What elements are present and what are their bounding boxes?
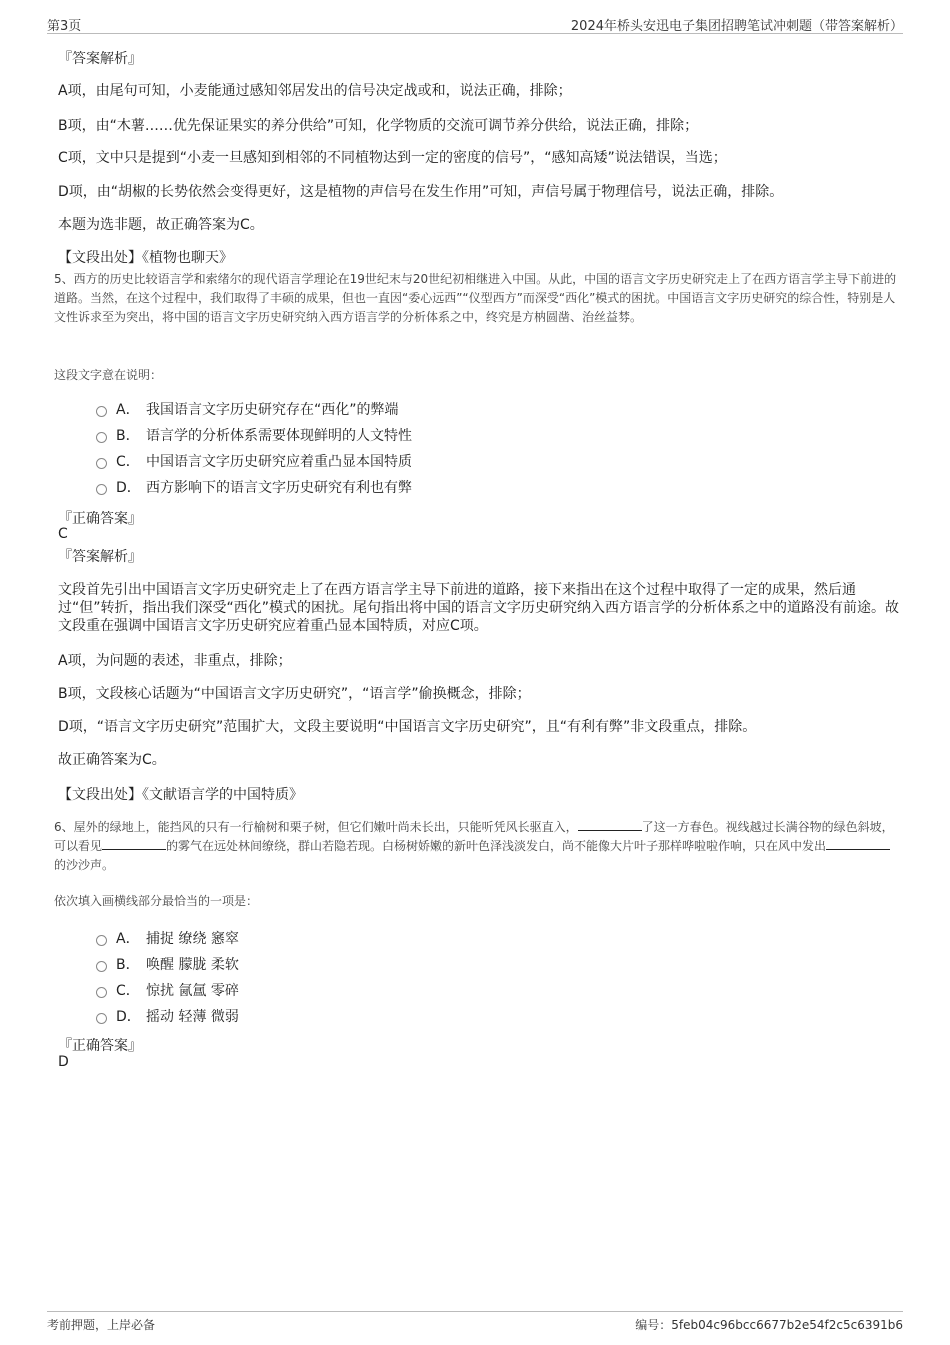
page-number: 第3页 [47,19,82,34]
q5-analysis-label: 『答案解析』 [58,549,142,565]
q6-option-a[interactable]: A． 捕捉 缭绕 窸窣 [96,925,239,951]
q5-correct-label: 『正确答案』 [58,511,142,527]
radio-icon[interactable] [96,1013,107,1024]
q5-options [96,396,412,500]
q6-stem: 6、屋外的绿地上，能挡风的只有一行榆树和栗子树，但它们嫩叶尚未长出，只能听凭风长驱直入， 了这一方春色。视线越过长满谷物的绿色斜坡，可以看见 的雾气在远处林间缭绕，群山若隐若现。白杨树娇嫩的新叶色泽浅淡发白，尚不能像大片叶子那样哗啦啦作响，只在风中发出的沙沙声。 [54,820,894,872]
q5-option-c[interactable]: C． 中国语言文字历史研究应着重凸显本国特质 [96,448,412,474]
q4-analysis-label: 『答案解析』 [58,51,142,67]
radio-icon[interactable] [96,935,107,946]
footer-slogan: 考前押题，上岸必备 [47,1318,156,1332]
radio-icon[interactable] [96,432,107,443]
page-footer [47,1311,903,1336]
document-title: 2024年桥头安迅电子集团招聘笔试冲刺题（带答案解析） [570,19,903,34]
fill-blank-1 [578,818,642,831]
q4-analysis-line-b: B项，由“木薯……优先保证果实的养分供给”可知，化学物质的交流可调节养分供给，说法正确，排除； [58,118,699,134]
q4-analysis-line-c: C项，文中只是提到“小麦一旦感知到相邻的不同植物达到一定的密度的信号”，“感知高矮”说法错误，当选； [58,150,727,166]
page-header [47,13,903,34]
q5-option-b[interactable]: B． 语言学的分析体系需要体现鲜明的人文特性 [96,422,412,448]
q5-correct-answer: C [58,526,68,542]
q6-prompt: 依次填入画横线部分最恰当的一项是： [54,894,259,908]
q5-analysis-line-d: D项，“语言文字历史研究”范围扩大，文段主要说明“中国语言文字历史研究”，且“有利有弊”非文段重点，排除。 [58,719,757,735]
fill-blank-2 [102,837,166,850]
q6-options [96,925,239,1029]
q4-analysis-line-a: A项，由尾句可知，小麦能通过感知邻居发出的信号决定战或和，说法正确，排除； [58,83,572,99]
q6-correct-label: 『正确答案』 [58,1038,142,1054]
q5-conclusion: 故正确答案为C。 [58,752,166,768]
q5-option-d[interactable]: D． 西方影响下的语言文字历史研究有利也有弊 [96,474,412,500]
q5-option-a[interactable]: A． 我国语言文字历史研究存在“西化”的弊端 [96,396,412,422]
q4-source: 【文段出处】《植物也聊天》 [58,250,233,266]
q6-option-c[interactable]: C． 惊扰 氤氲 零碎 [96,977,239,1003]
q5-analysis-line-a: A项，为问题的表述，非重点，排除； [58,653,292,669]
radio-icon[interactable] [96,458,107,469]
q4-conclusion: 本题为选非题，故正确答案为C。 [58,217,264,233]
document-id: 编号：5feb04c96bcc6677b2e54f2c5c6391b6 [635,1318,903,1332]
q5-stem: 5、西方的历史比较语言学和索绪尔的现代语言学理论在19世纪末与20世纪初相继进入中国。从此，中国的语言文字历史研究走上了在西方语言学主导下前进的道路。当然，在这个过程中，我们取得了丰硕的成果，但也一直因“委心远西”“仪型西方”而深受“西化”模式的困扰。中国语言文字历史研究的综合性，特别是人文性诉求至为突出，将中国的语言文字历史研究纳入西方语言学的分析体系之中，终究是方枘圆凿、治丝益棼。 [54,272,897,324]
fill-blank-3 [826,837,890,850]
radio-icon[interactable] [96,987,107,998]
q5-prompt: 这段文字意在说明： [54,368,163,382]
radio-icon[interactable] [96,406,107,417]
q5-analysis-line-b: B项，文段核心话题为“中国语言文字历史研究”，“语言学”偷换概念，排除； [58,686,531,702]
q6-option-d[interactable]: D． 摇动 轻薄 微弱 [96,1003,239,1029]
q4-analysis-line-d: D项，由“胡椒的长势依然会变得更好，这是植物的声信号在发生作用”可知，声信号属于物理信号，说法正确，排除。 [58,184,784,200]
radio-icon[interactable] [96,484,107,495]
q6-correct-answer: D [58,1054,69,1070]
radio-icon[interactable] [96,961,107,972]
q6-option-b[interactable]: B． 唤醒 朦胧 柔软 [96,951,239,977]
q5-analysis-main: 文段首先引出中国语言文字历史研究走上了在西方语言学主导下前进的道路，接下来指出在这个过程中取得了一定的成果，然后通过“但”转折，指出我们深受“西化”模式的困扰。尾句指出将中国的语言文字历史研究纳入西方语言学的分析体系之中的道路没有前途。故文段重在强调中国语言文字历史研究应着重凸显本国特质，对应C项。 [58,582,900,634]
q5-source: 【文段出处】《文献语言学的中国特质》 [58,787,303,803]
